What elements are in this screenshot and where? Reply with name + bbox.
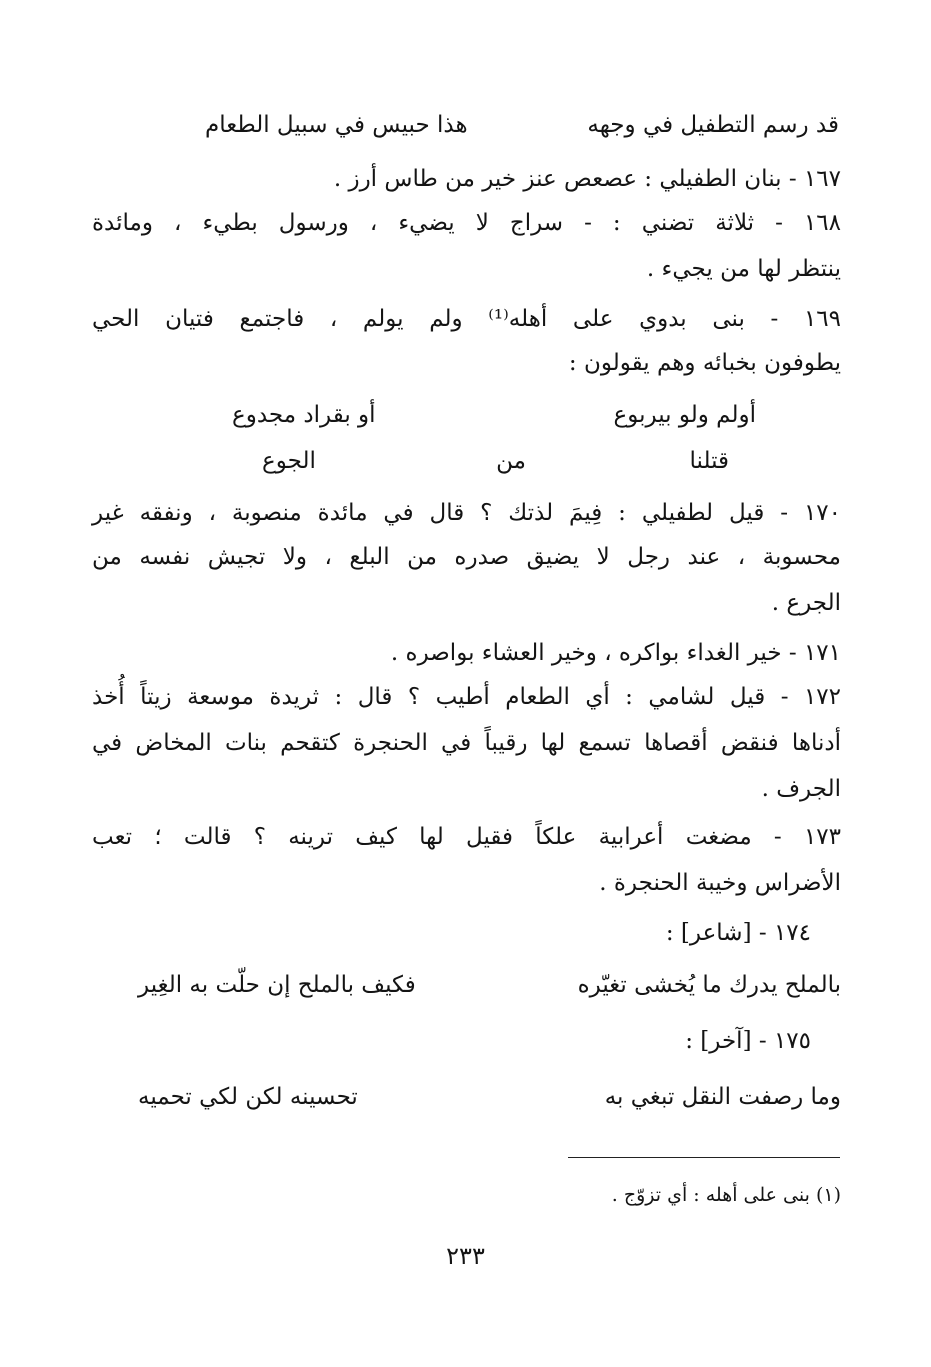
footnote-1: (١) بنى على أهله : أي تزوّج . xyxy=(611,1184,841,1206)
entry-168-line-1: ١٦٨ - ثلاثة تضني : - سراج لا يضيء ، ورسول بطيء ، ومائدة xyxy=(92,210,841,236)
verse-169-hemistich-2-left: الجوع xyxy=(262,448,316,474)
verse-169-hemistich-1-right: أولم ولو بيربوع xyxy=(613,402,756,428)
verse-175-hemistich-right: وما رصفت النقل تبغي به xyxy=(604,1084,841,1110)
verse-175-hemistich-left: تحسينه لكن لكي تحميه xyxy=(138,1084,358,1110)
footnote-separator xyxy=(568,1157,840,1158)
entry-172-line-3: الجرف . xyxy=(761,776,841,802)
entry-173-line-2: الأضراس وخيبة الحنجرة . xyxy=(599,870,841,896)
verse-169-hemistich-2-mid: من xyxy=(496,448,526,474)
entry-168-line-2: ينتظر لها من يجيء . xyxy=(646,256,841,282)
verse-169-hemistich-1-left: أو بقراد مجدوع xyxy=(232,402,376,428)
entry-175-heading: ١٧٥ - [آخر] : xyxy=(685,1028,811,1054)
entry-170-line-3: الجرع . xyxy=(771,590,841,616)
entry-172-line-2: أدناها فنقض أقصاها تسمع لها رقيباً في الحنجرة كتقحم بنات المخاض في xyxy=(92,730,841,756)
entry-173-line-1: ١٧٣ - مضغت أعرابية علكاً فقيل لها كيف ترينه ؟ قالت ؛ تعب xyxy=(92,824,841,850)
verse-top-hemistich-left: هذا حبيس في سبيل الطعام xyxy=(205,112,468,138)
verse-169-hemistich-2-right: قتلنا xyxy=(689,448,729,474)
entry-167-line-1: ١٦٧ - بنان الطفيلي : عصعص عنز خير من طاس أرز . xyxy=(333,166,841,192)
entry-170-line-1: ١٧٠ - قيل لطفيلي : فِيمَ لذتك ؟ قال في مائدة منصوبة ، ونفقه غير xyxy=(92,500,841,526)
entry-169-line-2: يطوفون بخبائه وهم يقولون : xyxy=(568,350,841,376)
verse-174-hemistich-left: فكيف بالملح إن حلّت به الغِير xyxy=(138,972,416,998)
entry-171-line-1: ١٧١ - خير الغداء بواكره ، وخير العشاء بواصره . xyxy=(390,640,841,666)
entry-169-line-1: ١٦٩ - بنى بدوي على أهله⁽¹⁾ ولم يولم ، فاجتمع فتيان الحي xyxy=(92,306,841,332)
entry-172-line-1: ١٧٢ - قيل لشامي : أي الطعام أطيب ؟ قال : ثريدة موسعة زيتاً أُخذ xyxy=(92,684,841,710)
page-number: ٢٣٣ xyxy=(446,1242,485,1270)
entry-174-heading: ١٧٤ - [شاعر] : xyxy=(665,920,811,946)
verse-top-hemistich-right: قد رسم التطفيل في وجهه xyxy=(587,112,839,138)
verse-174-hemistich-right: بالملح يدرك ما يُخشى تغيّره xyxy=(577,972,841,998)
entry-170-line-2: محسوبة ، عند رجل لا يضيق صدره من البلع ، ولا تجيش نفسه من xyxy=(92,544,841,570)
